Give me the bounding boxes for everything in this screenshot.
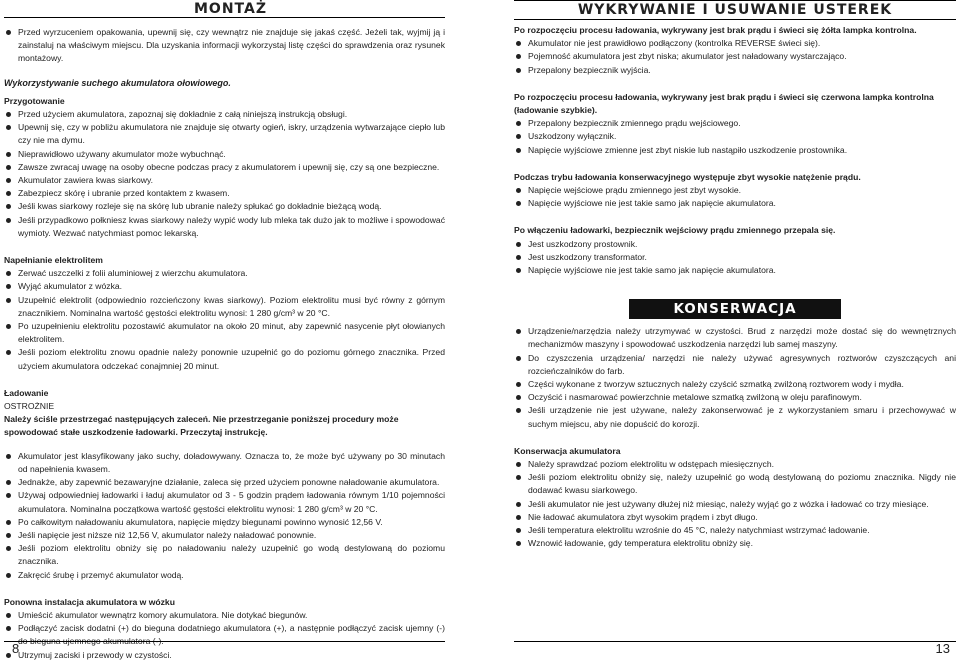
problem-heading: Po włączeniu ładowarki, bezpiecznik wejściowy prądu zmiennego przepala się. — [514, 225, 836, 236]
list-item: Jeśli urządzenie nie jest używane, należy zakonserwować je z wykorzystaniem smaru i przechowywać w suchym miejscu, aby nie dopuścić do korozji. — [514, 404, 956, 430]
bullet-icon — [6, 125, 11, 130]
list-item: Zawsze zwracaj uwagę na osoby obecne podczas pracy z akumulatorem i upewnij się, czy są one bezpieczne. — [4, 161, 445, 174]
list-item: Akumulator nie jest prawidłowo podłączony (kontrolka REVERSE świeci się). — [514, 37, 956, 50]
bullet-icon — [516, 188, 521, 193]
problem-heading: Po rozpoczęciu procesu ładowania, wykrywany jest brak prądu i świeci się żółta lampka kontrolna. — [514, 25, 917, 35]
right-column — [514, 0, 956, 551]
assembly-title: MONTAŻ — [194, 1, 267, 17]
bullet-icon — [516, 255, 521, 260]
electrolyte-list — [4, 267, 445, 373]
maintenance-header — [514, 299, 956, 319]
list-item: Jest uszkodzony prostownik. — [514, 238, 956, 251]
troubleshooting-header — [514, 0, 956, 20]
footer-rule-right — [514, 641, 956, 642]
list-item: Jeśli akumulator nie jest używany dłużej niż miesiąc, należy wyjąć go z wózka i ładować co trzy miesiące. — [514, 498, 956, 511]
bullet-icon — [516, 395, 521, 400]
bullet-icon — [6, 152, 11, 157]
bullet-icon — [516, 41, 521, 46]
list-item: Napięcie wyjściowe nie jest takie samo jak napięcie akumulatora. — [514, 264, 956, 277]
problem-causes-list — [514, 117, 956, 157]
list-item: Należy sprawdzać poziom elektrolitu w odstępach miesięcznych. — [514, 458, 956, 471]
bullet-icon — [6, 493, 11, 498]
list-item: Jeśli temperatura elektrolitu wzrośnie do 45 °C, należy natychmiast wstrzymać ładowanie. — [514, 524, 956, 537]
list-item: Jest uszkodzony transformator. — [514, 251, 956, 264]
list-item: Nieprawidłowo używany akumulator może wybuchnąć. — [4, 148, 445, 161]
bullet-icon — [516, 329, 521, 334]
install-list — [4, 609, 445, 662]
bullet-icon — [6, 271, 11, 276]
list-item: Przepalony bezpiecznik wyjścia. — [514, 64, 956, 77]
bullet-icon — [516, 68, 521, 73]
bullet-icon — [6, 178, 11, 183]
left-column — [4, 0, 445, 662]
list-item: Zabezpiecz skórę i ubranie przed kontaktem z kwasem. — [4, 187, 445, 200]
problem-causes-list — [514, 184, 956, 210]
charging-heading: Ładowanie — [4, 387, 49, 398]
bullet-icon — [6, 350, 11, 355]
list-item: Jeśli poziom elektrolitu obniży się po naładowaniu należy uzupełnić go wodą destylowaną do poziomu znacznika. — [4, 542, 445, 568]
list-item: Akumulator jest klasyfikowany jako suchy, doładowywany. Oznacza to, że może być używany po 30 minutach od napełnienia kwasem. — [4, 450, 445, 476]
prep-heading: Przygotowanie — [4, 95, 65, 106]
list-item: Jednakże, aby zapewnić bezawaryjne działanie, zaleca się przed użyciem ponowne naładowanie akumulatora. — [4, 476, 445, 489]
list-item: Po uzupełnieniu elektrolitu pozostawić akumulator na około 20 minut, aby zapewnić nasycenie płyt ołowianych elektrolitem. — [4, 320, 445, 346]
list-item: Jeśli poziom elektrolitu obniży się, należy uzupełnić go wodą destylowaną do poziomu znacznika. Nigdy nie dodawać kwasu siarkowego. — [514, 471, 956, 497]
list-item: Uszkodzony wyłącznik. — [514, 130, 956, 143]
caution-text: Należy ściśle przestrzegać następujących zaleceń. Nie przestrzeganie poniższej procedury może spowodować stałe uszkodzenie ładowarki. Przeczytaj instrukcję. — [4, 414, 399, 438]
list-item: Wznowić ładowanie, gdy temperatura elektrolitu obniży się. — [514, 537, 956, 550]
list-item: Utrzymuj zaciski i przewody w czystości. — [4, 649, 445, 662]
list-item: Części wykonane z tworzyw sztucznych należy czyścić szmatką zwilżoną roztworem wody i mydła. — [514, 378, 956, 391]
bullet-icon — [6, 165, 11, 170]
list-item: Zerwać uszczelki z folii aluminiowej z wierzchu akumulatora. — [4, 267, 445, 280]
bullet-icon — [6, 204, 11, 209]
bullet-icon — [6, 546, 11, 551]
lead-acid-heading: Wykorzystywanie suchego akumulatora ołowiowego. — [4, 77, 231, 88]
bullet-icon — [6, 480, 11, 485]
bullet-icon — [516, 242, 521, 247]
bullet-icon — [516, 268, 521, 273]
bullet-icon — [516, 541, 521, 546]
bullet-icon — [516, 148, 521, 153]
bullet-icon — [516, 382, 521, 387]
maintenance-title: KONSERWACJA — [629, 299, 840, 319]
bullet-icon — [6, 533, 11, 538]
bullet-icon — [6, 191, 11, 196]
page-number-left: 8 — [12, 641, 20, 656]
bullet-icon — [516, 502, 521, 507]
bullet-icon — [516, 121, 521, 126]
problem-heading: Po rozpoczęciu procesu ładowania, wykrywany jest brak prądu i świeci się czerwona lampka kontrolna (ładowanie szybkie). — [514, 91, 934, 116]
list-item: Nie ładować akumulatora zbyt wysokim prądem i zbyt długo. — [514, 511, 956, 524]
footer-rule-left — [4, 641, 445, 642]
list-item: Jeśli poziom elektrolitu znowu opadnie należy ponownie uzupełnić go do poziomu górnego znacznika. Przed użyciem akumulatora odczekać conajmniej 20 minut. — [4, 346, 445, 372]
prep-list — [4, 108, 445, 240]
bullet-icon — [516, 201, 521, 206]
list-item: Używaj odpowiedniej ładowarki i ładuj akumulator od 3 - 5 godzin prądem ładowania równym 1/10 pojemności akumulatora. Nominalna początkowa wartość gęstości elektrolitu wynosi: 1 280 g/cm³ w 20 °C. — [4, 489, 445, 515]
bullet-icon — [6, 626, 11, 631]
battery-maintenance-list — [514, 458, 956, 550]
caution-label: OSTROŻNIE — [4, 401, 55, 412]
bullet-icon — [516, 408, 521, 413]
bullet-icon — [516, 54, 521, 59]
bullet-icon — [6, 218, 11, 223]
list-item: Po całkowitym naładowaniu akumulatora, napięcie między biegunami powinno wynosić 12,56 V. — [4, 516, 445, 529]
list-item: Jeśli kwas siarkowy rozleje się na skórę lub ubranie należy spłukać go dokładnie bieżącą wodą. — [4, 200, 445, 213]
charging-list — [4, 450, 445, 582]
list-item: Zakręcić śrubę i przemyć akumulator wodą. — [4, 569, 445, 582]
install-heading: Ponowna instalacja akumulatora w wózku — [4, 596, 175, 607]
assembly-header — [4, 0, 445, 18]
battery-maintenance-heading: Konserwacja akumulatora — [514, 445, 621, 456]
bullet-icon — [6, 520, 11, 525]
list-item: Urządzenie/narzędzia należy utrzymywać w czystości. Brud z narzędzi może dostać się do wewnętrznych mechanizmów maszyny i spowodować uszkodzenia narzędzi lub samej maszyny. — [514, 325, 956, 351]
list-item: Jeśli napięcie jest niższe niż 12,56 V, akumulator należy naładować ponownie. — [4, 529, 445, 542]
list-item: Jeśli przypadkowo połkniesz kwas siarkowy należy wypić wody lub mleka tak dużo jak to możliwe i spowodować wymioty. Wezwać natychmiast pomoc lekarską. — [4, 214, 445, 240]
list-item: Wyjąć akumulator z wózka. — [4, 280, 445, 293]
bullet-icon — [516, 515, 521, 520]
list-item: Przed wyrzuceniem opakowania, upewnij się, czy wewnątrz nie znajduje się jakaś część. Jeżeli tak, wyjmij ją i zainstaluj na właściwym miejscu. Dla uzyskania informacji wykorzystaj listę części do sprawdzenia oraz rysunek montażowy. — [4, 26, 445, 66]
list-item: Napięcie wyjściowe nie jest takie samo jak napięcie akumulatora. — [514, 197, 956, 210]
bullet-icon — [6, 454, 11, 459]
problem-causes-list — [514, 238, 956, 278]
bullet-icon — [516, 462, 521, 467]
list-item: Podłączyć zacisk dodatni (+) do bieguna dodatniego akumulatora (+), a następnie podłączyć zacisk ujemny (-) do bieguna ujemnego akumulatora (-). — [4, 622, 445, 648]
list-item: Do czyszczenia urządzenia/ narzędzi nie należy używać agresywnych roztworów czyszczących ani rozcieńczalników do farb. — [514, 352, 956, 378]
bullet-icon — [516, 528, 521, 533]
list-item: Napięcie wejściowe prądu zmiennego jest zbyt wysokie. — [514, 184, 956, 197]
intro-list — [4, 26, 445, 66]
list-item: Napięcie wyjściowe zmienne jest zbyt niskie lub nastąpiło uszkodzenie prostownika. — [514, 144, 956, 157]
page-number-right: 13 — [935, 641, 950, 656]
list-item: Oczyścić i nasmarować powierzchnie metalowe szmatką zwilżoną w oleju parafinowym. — [514, 391, 956, 404]
bullet-icon — [516, 475, 521, 480]
list-item: Przed użyciem akumulatora, zapoznaj się dokładnie z całą niniejszą instrukcją obsługi. — [4, 108, 445, 121]
bullet-icon — [6, 653, 11, 658]
bullet-icon — [6, 573, 11, 578]
list-item: Uzupełnić elektrolit (odpowiednio rozcieńczony kwas siarkowy). Poziom elektrolitu musi być równy z górnym znacznikiem. Nominalna wartość gęstości elektrolitu wynosi: 1 280 g/cm³ w 20 °C. — [4, 294, 445, 320]
list-item: Przepalony bezpiecznik zmiennego prądu wejściowego. — [514, 117, 956, 130]
list-item: Akumulator zawiera kwas siarkowy. — [4, 174, 445, 187]
problem-causes-list — [514, 37, 956, 77]
bullet-icon — [6, 298, 11, 303]
bullet-icon — [6, 613, 11, 618]
bullet-icon — [6, 30, 11, 35]
list-item: Pojemność akumulatora jest zbyt niska; akumulator jest naładowany wystarczająco. — [514, 50, 956, 63]
list-item: Umieścić akumulator wewnątrz komory akumulatora. Nie dotykać biegunów. — [4, 609, 445, 622]
troubleshooting-title: WYKRYWANIE I USUWANIE USTEREK — [577, 2, 893, 18]
bullet-icon — [6, 112, 11, 117]
bullet-icon — [6, 284, 11, 289]
electrolyte-heading: Napełnianie elektrolitem — [4, 255, 103, 266]
bullet-icon — [516, 356, 521, 361]
list-item: Upewnij się, czy w pobliżu akumulatora nie znajduje się otwarty ogień, iskry, urządzenia wytwarzające ciepło lub czy nie ma dymu. — [4, 121, 445, 147]
maintenance-list — [514, 325, 956, 431]
bullet-icon — [516, 134, 521, 139]
bullet-icon — [6, 324, 11, 329]
problem-heading: Podczas trybu ładowania konserwacyjnego występuje zbyt wysokie natężenie prądu. — [514, 171, 861, 182]
